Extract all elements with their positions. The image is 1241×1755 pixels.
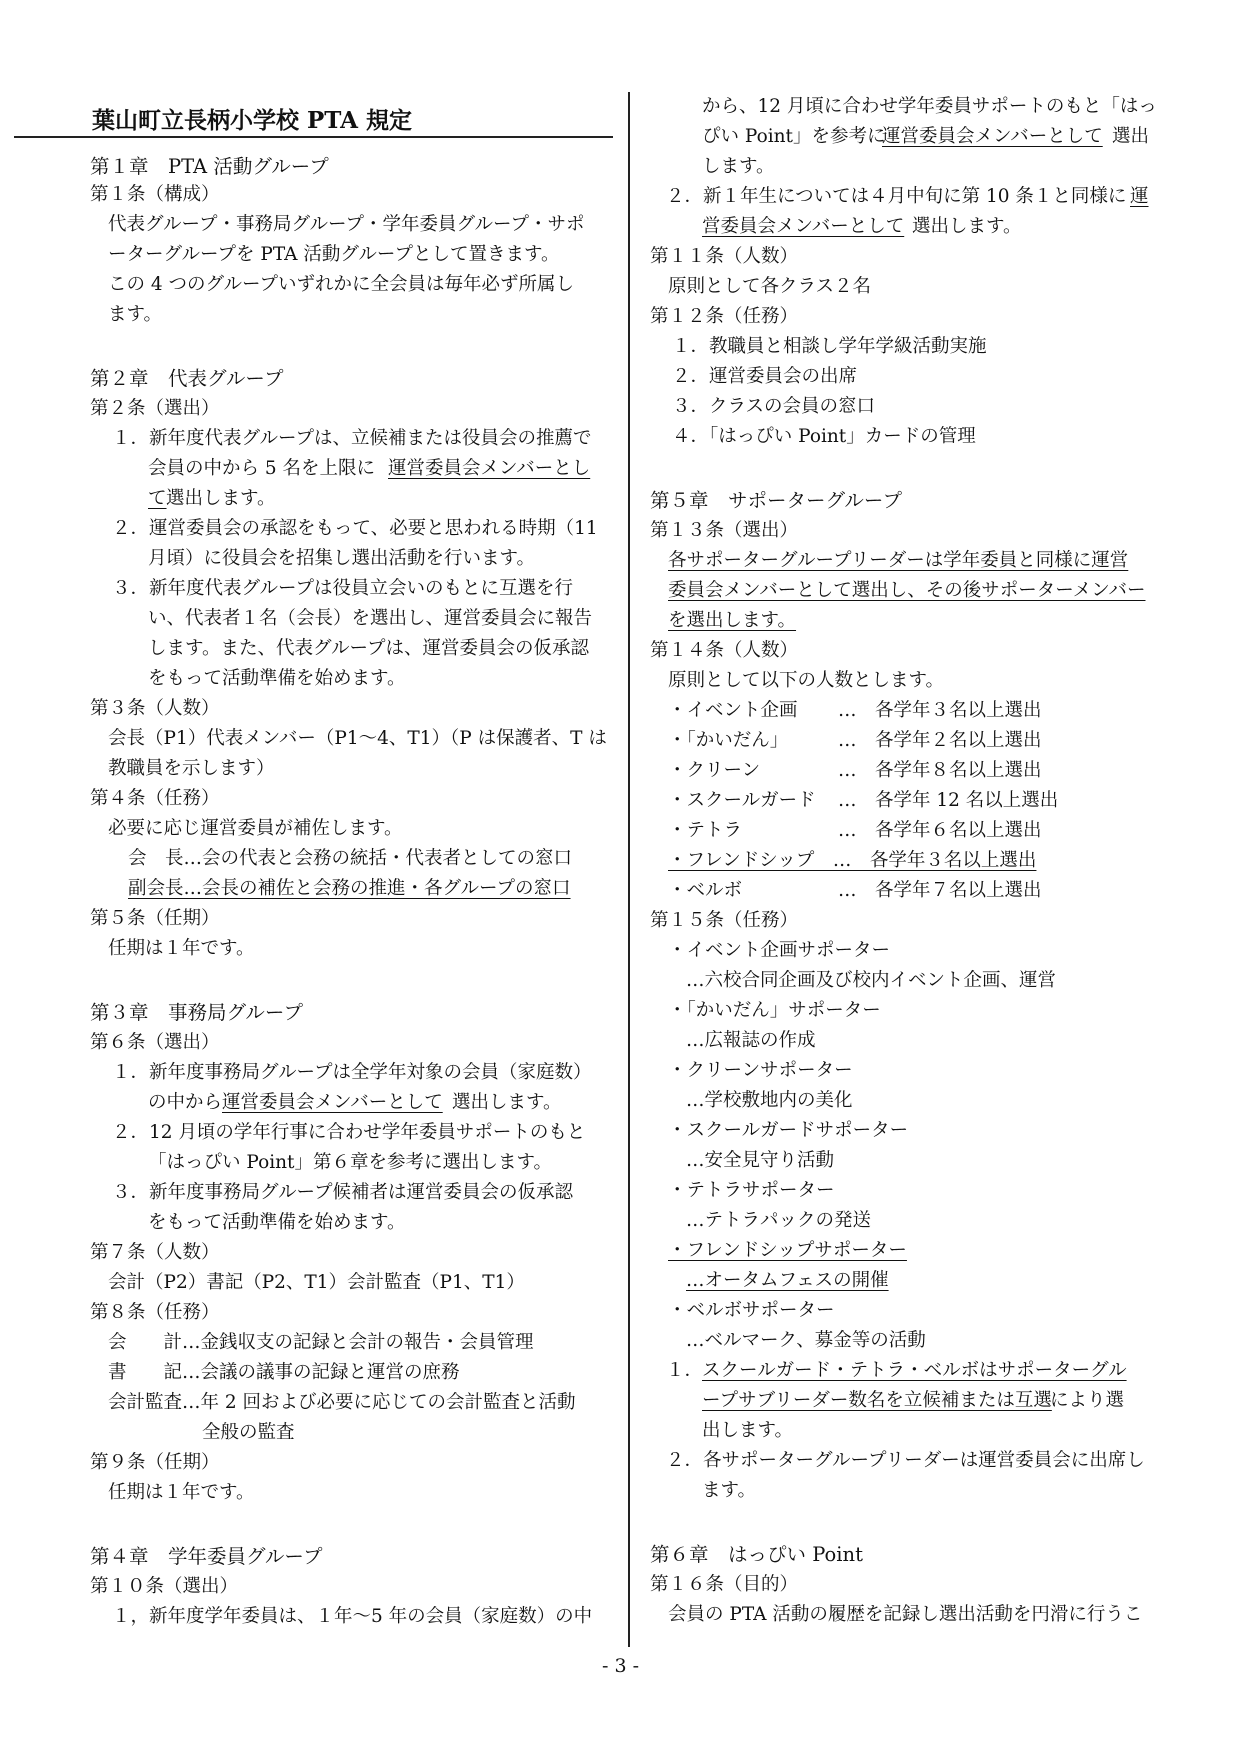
text-line: ープサブリーダー数名を立候補または互選 [702, 1390, 1052, 1411]
text-line: 営委員会メンバーとして [702, 216, 905, 237]
text-line: 会長（P1）代表メンバー（P1〜4、T1）（P は保護者、T は [108, 728, 607, 749]
text-line: … 各学年３名以上選出 [838, 700, 1042, 721]
text-line: 選出 [1112, 126, 1150, 147]
text-line: …安全見守り活動 [686, 1150, 835, 1171]
text-line: 第７条（人数） [90, 1242, 220, 1263]
text-line: 任期は１年です。 [108, 938, 255, 959]
text-line: ３．新年度代表グループは役員立会いのもとに互選を行 [112, 578, 574, 599]
text-line: 運営委員会メンバーとして [222, 1092, 443, 1113]
text-line: 「はっぴい Point」第６章を参考に選出します。 [148, 1152, 553, 1173]
chapter-heading: 第３章 事務局グループ [90, 1001, 303, 1024]
text-line: ４．「はっぴい Point」カードの管理 [672, 426, 976, 447]
text-line: ２．各サポーターグループリーダーは運営委員会に出席し [666, 1450, 1145, 1471]
text-line: 会計（P2）書記（P2、T1）会計監査（P1、T1） [108, 1272, 525, 1293]
text-line: … 各学年８名以上選出 [838, 760, 1042, 781]
text-line: 運 [1130, 186, 1149, 207]
text-line: ・ベルボサポーター [668, 1300, 835, 1321]
text-line: 第１０条（選出） [90, 1576, 239, 1597]
text-line: …六校合同企画及び校内イベント企画、運営 [686, 970, 1057, 991]
text-line: … 各学年 12 名以上選出 [838, 790, 1059, 811]
text-line: をもって活動準備を始めます。 [148, 1212, 406, 1233]
document-title: 葉山町立長柄小学校 PTA 規定 [92, 107, 413, 134]
text-line: ・クリーンサポーター [668, 1060, 853, 1081]
text-line: 各サポーターグループリーダーは学年委員と同様に運営 [668, 550, 1129, 571]
text-line: 委員会メンバーとして選出し、その後サポーターメンバー [668, 580, 1146, 601]
text-line: ２．運営委員会の承認をもって、必要と思われる時期（11 [112, 518, 598, 539]
text-line: 第４条（任務） [90, 788, 220, 809]
text-line: 第９条（任期） [90, 1452, 220, 1473]
text-line: 原則として以下の人数とします。 [668, 670, 945, 691]
text-line: ・テトラサポーター [668, 1180, 835, 1201]
text-line: 第１６条（目的） [650, 1574, 799, 1595]
text-line: 教職員を示します） [108, 758, 275, 779]
chapter-heading: 第１章 PTA 活動グループ [90, 155, 329, 178]
text-line: ーターグループを PTA 活動グループとして置きます。 [108, 244, 560, 265]
text-line: ２．運営委員会の出席 [672, 366, 858, 387]
text-line: の中から [148, 1092, 223, 1113]
text-line: から、12 月頃に合わせ学年委員サポートのもと「はっ [702, 96, 1157, 117]
text-line: ３．クラスの会員の窓口 [672, 396, 875, 417]
chapter-heading: 第２章 代表グループ [90, 367, 284, 390]
text-line: ・「かいだん」サポーター [668, 1000, 881, 1021]
text-line: ・テトラ [668, 820, 743, 841]
text-line: 全般の監査 [202, 1422, 295, 1443]
text-line: 月頃）に役員会を招集し選出活動を行います。 [148, 548, 536, 569]
text-line: て [148, 488, 167, 509]
text-line: をもって活動準備を始めます。 [148, 668, 406, 689]
chapter-heading: 第６章 はっぴい Point [650, 1543, 863, 1566]
column-divider [628, 92, 630, 1647]
text-line: ・フレンドシップ … 各学年３名以上選出 [668, 850, 1037, 871]
text-line: 第１１条（人数） [650, 246, 799, 267]
text-line: １． [666, 1360, 704, 1381]
text-line: します。また、代表グループは、運営委員会の仮承認 [148, 638, 590, 659]
text-line: …オータムフェスの開催 [686, 1270, 889, 1291]
text-line: 会員の PTA 活動の履歴を記録し選出活動を円滑に行うこ [668, 1604, 1143, 1625]
text-line: 第５条（任期） [90, 908, 220, 929]
chapter-heading: 第５章 サポーターグループ [650, 489, 902, 512]
text-line: ２．12 月頃の学年行事に合わせ学年委員サポートのもと [112, 1122, 586, 1143]
text-line: スクールガード・テトラ・ベルボはサポーターグル [702, 1360, 1127, 1381]
text-line: 運営委員会メンバーとし [388, 458, 591, 479]
text-line: …広報誌の作成 [686, 1030, 816, 1051]
text-line: 第１条（構成） [90, 184, 220, 205]
text-line: この 4 つのグループいずれかに全会員は毎年必ず所属し [108, 274, 575, 295]
text-line: … 各学年７名以上選出 [838, 880, 1042, 901]
text-line: … 各学年６名以上選出 [838, 820, 1042, 841]
text-line: により選 [1050, 1390, 1125, 1411]
text-line: ぴい Point」を参考に [702, 126, 886, 147]
text-line: 選出します。 [912, 216, 1022, 237]
chapter-heading: 第４章 学年委員グループ [90, 1545, 323, 1568]
text-line: 第３条（人数） [90, 698, 220, 719]
text-line: ・スクールガードサポーター [668, 1120, 909, 1141]
text-line: ・フレンドシップサポーター [668, 1240, 907, 1261]
text-line: します。 [702, 156, 775, 177]
text-line: ます。 [702, 1480, 757, 1501]
text-line: … 各学年２名以上選出 [838, 730, 1042, 751]
text-line: 任期は１年です。 [108, 1482, 255, 1503]
page-number: - 3 - [601, 1655, 639, 1677]
text-line: 運営委員会メンバーとして [882, 126, 1103, 147]
text-line: １．新年度事務局グループは全学年対象の会員（家庭数） [112, 1062, 592, 1083]
text-line: を選出します。 [668, 610, 797, 631]
title-underline [14, 136, 613, 138]
text-line: 第１３条（選出） [650, 520, 799, 541]
text-line: 選出します。 [452, 1092, 562, 1113]
text-line: 第８条（任務） [90, 1302, 220, 1323]
text-line: 第１５条（任務） [650, 910, 799, 931]
text-line: …学校敷地内の美化 [686, 1090, 853, 1111]
text-line: い、代表者１名（会長）を選出し、運営委員会に報告 [148, 608, 593, 629]
text-line: ・イベント企画 [668, 700, 798, 721]
text-line: 会 計…金銭収支の記録と会計の報告・会員管理 [108, 1332, 534, 1353]
text-line: 第１４条（人数） [650, 640, 799, 661]
text-line: 第６条（選出） [90, 1032, 220, 1053]
text-line: 副会長…会長の補佐と会務の推進・各グループの窓口 [128, 878, 571, 899]
text-line: 出します。 [702, 1420, 794, 1441]
text-line: １．教職員と相談し学年学級活動実施 [672, 336, 987, 357]
text-line: 第２条（選出） [90, 398, 220, 419]
text-line: 原則として各クラス２名 [668, 276, 871, 297]
text-line: 会計監査…年 2 回および必要に応じての会計監査と活動 [108, 1392, 576, 1413]
text-line: 代表グループ・事務局グループ・学年委員グループ・サポ [108, 214, 585, 235]
text-line: ・スクールガード [668, 790, 816, 811]
text-line: ・イベント企画サポーター [668, 940, 891, 961]
text-line: 会 長…会の代表と会務の統括・代表者としての窓口 [128, 848, 573, 869]
text-line: ３．新年度事務局グループ候補者は運営委員会の仮承認 [112, 1182, 574, 1203]
text-line: ・ベルボ [668, 880, 743, 901]
text-line: ２．新１年生については４月中旬に第 10 条１と同様に [666, 186, 1127, 207]
text-line: …ベルマーク、募金等の活動 [686, 1330, 926, 1351]
text-line: 会員の中から 5 名を上限に [148, 458, 376, 479]
text-line: ・クリーン [668, 760, 761, 781]
text-line: …テトラパックの発送 [686, 1210, 872, 1231]
text-line: ・「かいだん」 [668, 730, 789, 751]
text-line: １，新年度学年委員は、１年〜5 年の会員（家庭数）の中 [112, 1606, 593, 1627]
text-line: ます。 [108, 304, 163, 325]
text-line: 必要に応じ運営委員が補佐します。 [108, 818, 403, 839]
text-line: 第１２条（任務） [650, 306, 799, 327]
text-line: 選出します。 [166, 488, 276, 509]
text-line: １．新年度代表グループは、立候補または役員会の推薦で [112, 428, 592, 449]
text-line: 書 記…会議の議事の記録と運営の庶務 [108, 1362, 460, 1383]
